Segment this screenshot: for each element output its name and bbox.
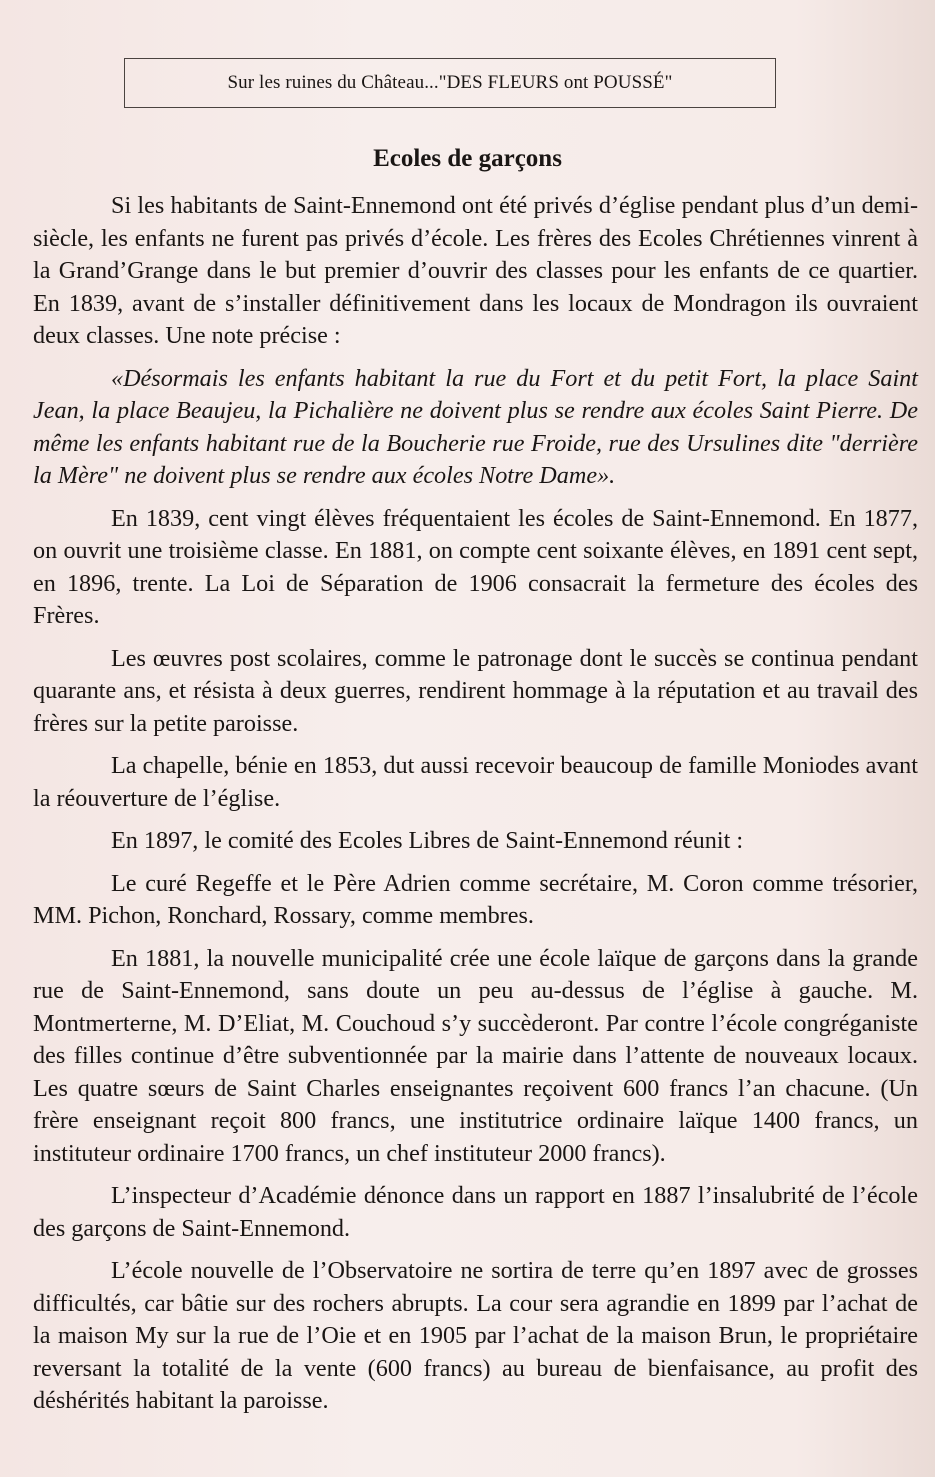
paragraph-10: L’école nouvelle de l’Observatoire ne sortira de terre qu’en 1897 avec de grosses difficultés, car bâtie sur des rochers abrupts. La cour sera agrandie en 1899 par l’achat de la maison My sur la rue de l’Oie et en 1905 par l’achat de la maison Brun, le propriétaire reversant la totalité de la vente (600 francs) au bureau de bienfaisance, au profit des déshérités habitant la paroisse. xyxy=(33,1257,918,1414)
chapter-banner xyxy=(124,58,776,108)
body-text xyxy=(33,190,918,1428)
paragraph-1: Si les habitants de Saint-Ennemond ont été privés d’église pendant plus d’un demi-siècle, les enfants ne furent pas privés d’école. Les frères des Ecoles Chrétiennes vinrent à la Grand’Grange dans le but premier d’ouvrir des classes pour les enfants de ce quartier. En 1839, avant de s’installer définitivement dans les locaux de Mondragon ils ouvraient deux classes. Une note précise : xyxy=(33,192,918,349)
paragraph-3: En 1839, cent vingt élèves fréquentaient les écoles de Saint-Ennemond. En 1877, on ouvrit une troisième classe. En 1881, on compte cent soixante élèves, en 1891 cent sept, en 1896, trente. La Loi de Séparation de 1906 consacrait la fermeture des écoles des Frères. xyxy=(33,504,918,629)
chapter-banner-text: Sur les ruines du Château..."DES FLEURS ont POUSSÉ" xyxy=(227,72,673,93)
paragraph-6: En 1897, le comité des Ecoles Libres de Saint-Ennemond réunit : xyxy=(111,827,744,854)
paragraph-7: Le curé Regeffe et le Père Adrien comme secrétaire, M. Coron comme trésorier, MM. Pichon, Ronchard, Rossary, comme membres. xyxy=(33,869,918,929)
paragraph-4: Les œuvres post scolaires, comme le patronage dont le succès se continua pendant quarante ans, et résista à deux guerres, rendirent hommage à la réputation et au travail des frères sur la petite paroisse. xyxy=(33,644,918,737)
paragraph-9: L’inspecteur d’Académie dénonce dans un rapport en 1887 l’insalubrité de l’école des garçons de Saint-Ennemond. xyxy=(33,1182,918,1242)
quote-paragraph: «Désormais les enfants habitant la rue du Fort et du petit Fort, la place Saint Jean, la place Beaujeu, la Pichalière ne doivent plus se rendre aux écoles Saint Pierre. De même les enfants habitant rue de la Boucherie rue Froide, rue des Ursulines dite "derrière la Mère" ne doivent plus se rendre aux écoles Notre Dame». xyxy=(33,364,918,489)
paragraph-5: La chapelle, bénie en 1853, dut aussi recevoir beaucoup de famille Moniodes avant la réouverture de l’église. xyxy=(33,752,918,812)
section-title: Ecoles de garçons xyxy=(373,145,562,172)
paragraph-8: En 1881, la nouvelle municipalité crée une école laïque de garçons dans la grande rue de Saint-Ennemond, sans doute un peu au-dessus de l’église à gauche. M. Montmerterne, M. D’Eliat, M. Couchoud s’y succèderont. Par contre l’école congréganiste des filles continue d’être subventionnée par la mairie dans l’attente de nouveaux locaux. Les quatre sœurs de Saint Charles enseignantes reçoivent 600 francs l’an chacune. (Un frère enseignant reçoit 800 francs, une institutrice ordinaire laïque 1400 francs, un instituteur ordinaire 1700 francs, un chef instituteur 2000 francs). xyxy=(33,944,918,1167)
